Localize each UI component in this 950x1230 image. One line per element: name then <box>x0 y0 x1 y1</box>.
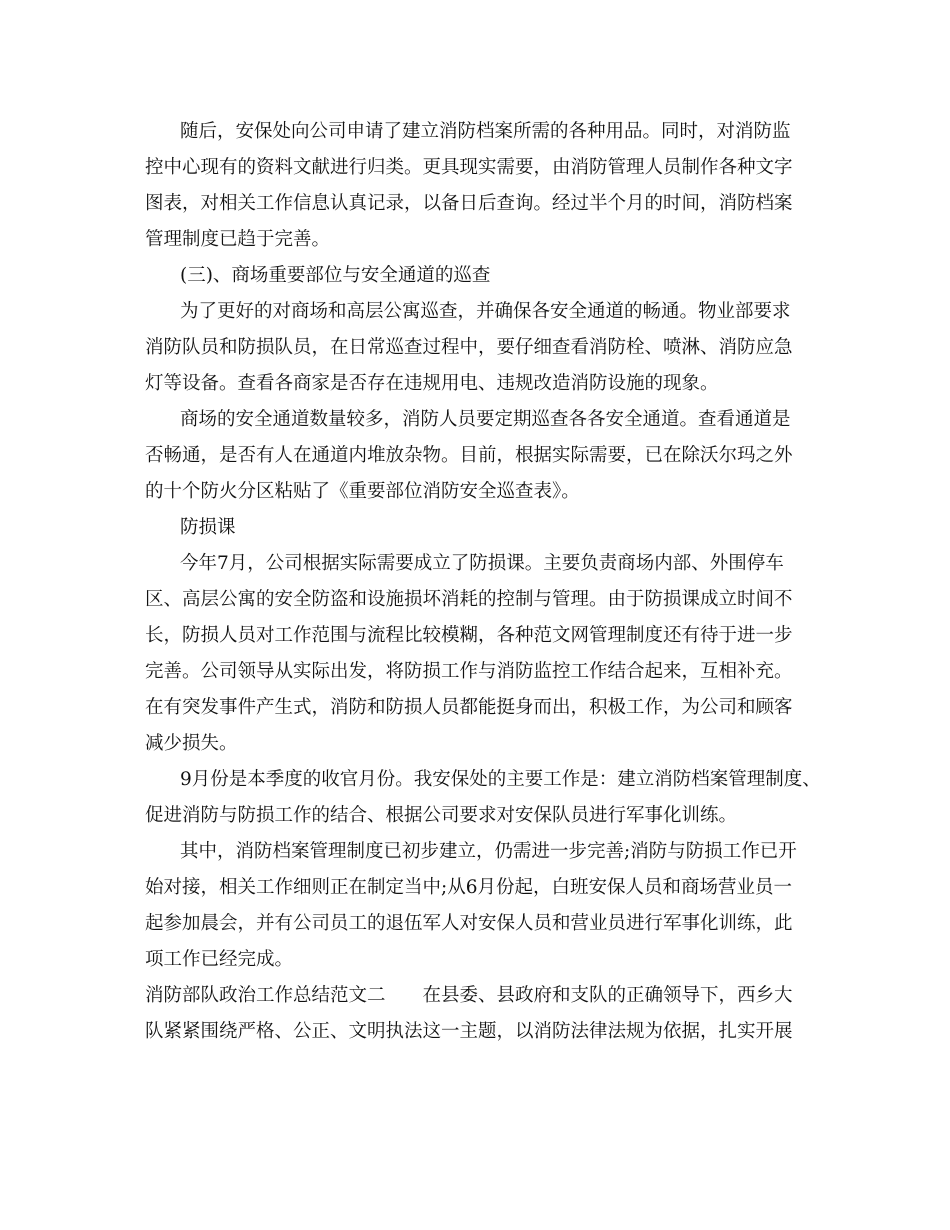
paragraph-line: 否畅通，是否有人在通道内堆放杂物。目前，根据实际需要，已在除沃尔玛之外 <box>145 445 793 466</box>
paragraph-line: 长，防损人员对工作范围与流程比较模糊，各种范文网管理制度还有待于进一步 <box>145 625 793 646</box>
paragraph-line: 始对接，相关工作细则正在制定当中;从6月份起，白班安保人员和商场营业员一 <box>145 877 793 898</box>
paragraph-line: 管理制度已趋于完善。 <box>145 229 331 250</box>
paragraph-line: 区、高层公寓的安全防盗和设施损坏消耗的控制与管理。由于防损课成立时间不 <box>145 589 793 610</box>
article-title-line: 消防部队政治工作总结范文二 在县委、县政府和支队的正确领导下，西乡大 <box>145 985 793 1006</box>
paragraph-line: 在有突发事件产生式，消防和防损人员都能挺身而出，积极工作，为公司和顾客 <box>145 697 793 718</box>
paragraph-line: 其中，消防档案管理制度已初步建立，仍需进一步完善;消防与防损工作已开 <box>180 841 797 862</box>
paragraph-line: 随后，安保处向公司申请了建立消防档案所需的各种用品。同时，对消防监 <box>180 121 791 142</box>
paragraph-line: 控中心现有的资料文献进行归类。更具现实需要，由消防管理人员制作各种文字 <box>145 157 793 178</box>
paragraph-line: 9月份是本季度的收官月份。我安保处的主要工作是：建立消防档案管理制度、 <box>180 769 821 790</box>
paragraph-line: 完善。公司领导从实际出发，将防损工作与消防监控工作结合起来，互相补充。 <box>145 661 793 682</box>
paragraph-line: 的十个防火分区粘贴了《重要部位消防安全巡查表》。 <box>145 481 580 502</box>
paragraph-line: 减少损失。 <box>145 733 238 754</box>
paragraph-line: 为了更好的对商场和高层公寓巡查，并确保各安全通道的畅通。物业部要求 <box>180 301 791 322</box>
paragraph-line: 队紧紧围绕严格、公正、文明执法这一主题，以消防法律法规为依据，扎实开展 <box>145 1021 793 1042</box>
paragraph-line: 图表，对相关工作信息认真记录，以备日后查询。经过半个月的时间，消防档案 <box>145 193 793 214</box>
paragraph-line: 商场的安全通道数量较多，消防人员要定期巡查各各安全通道。查看通道是 <box>180 409 791 430</box>
section-heading: 防损课 <box>180 517 236 538</box>
paragraph-line: 今年7月，公司根据实际需要成立了防损课。主要负责商场内部、外围停车 <box>180 553 784 574</box>
paragraph-line: 项工作已经完成。 <box>145 949 294 970</box>
paragraph-line: 促进消防与防损工作的结合、根据公司要求对安保队员进行军事化训练。 <box>145 805 738 826</box>
paragraph-line: 灯等设备。查看各商家是否存在违规用电、违规改造消防设施的现象。 <box>145 373 719 394</box>
section-heading: (三)、商场重要部位与安全通道的巡查 <box>180 265 491 286</box>
paragraph-line: 起参加晨会，并有公司员工的退伍军人对安保人员和营业员进行军事化训练，此 <box>145 913 793 934</box>
paragraph-line: 消防队员和防损队员，在日常巡查过程中，要仔细查看消防栓、喷淋、消防应急 <box>145 337 793 358</box>
